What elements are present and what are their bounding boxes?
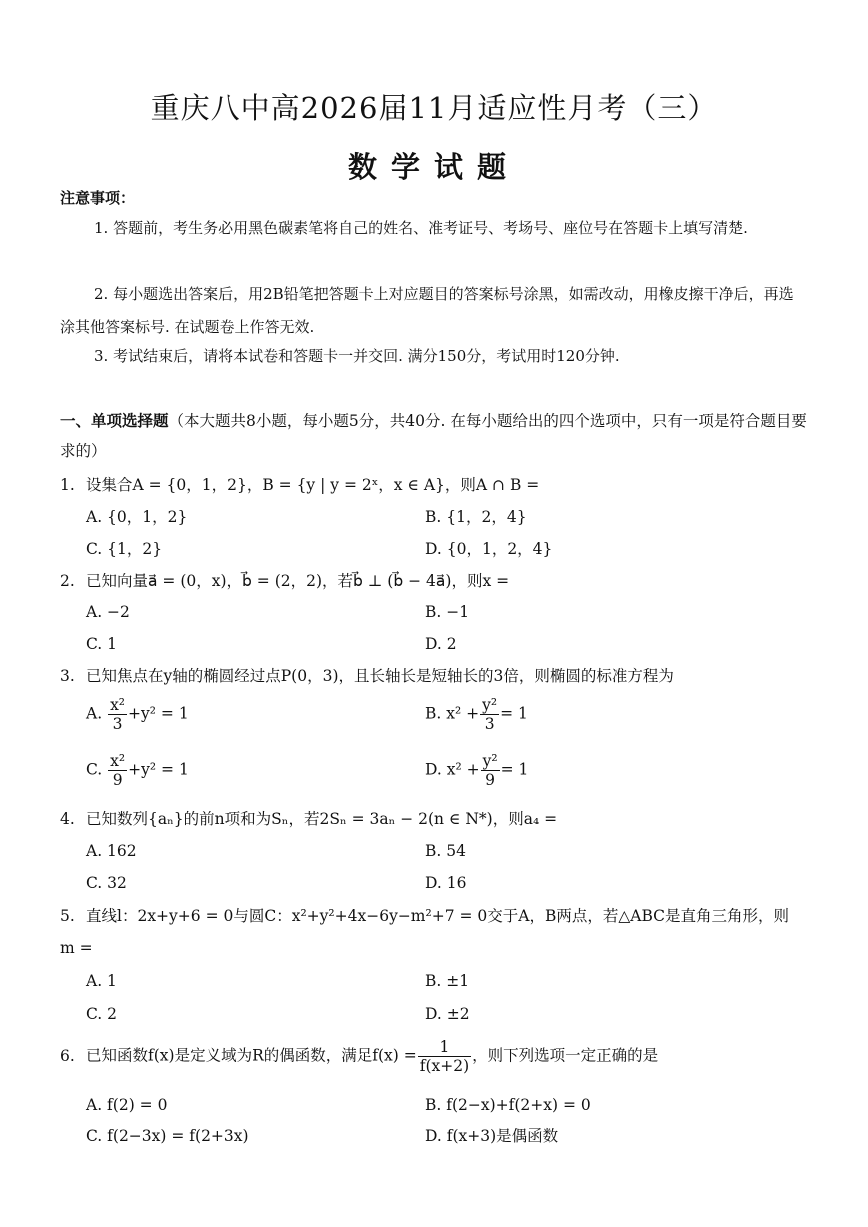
section-1-description: （本大题共8小题，每小题5分，共40分. 在每小题给出的四个选项中，只有一项是符合题目要求的）	[60, 412, 807, 460]
fraction: $\frac{\text{y²}}{3}$	[482, 696, 498, 733]
question-1-option-b: B. {1，2，4}	[425, 508, 527, 526]
notice-item-2: 2. 每小题选出答案后，用2B铅笔把答题卡上对应题目的答案标号涂黑，如需改动，用橡皮擦干净后，再选涂其他答案标号. 在试题卷上作答无效.	[60, 285, 794, 336]
question-2-option-c: C. 1	[86, 635, 118, 653]
question-6-option-b: B. f(2−x)+f(2+x) = 0	[425, 1096, 591, 1114]
question-5-option-d: D. ±2	[425, 1005, 470, 1023]
question-2: 2. 已知向量a⃗ = (0，x)，b⃗ = (2，2)，若b⃗ ⊥ (b⃗ − 4a⃗)，则x =	[60, 572, 510, 590]
question-5-option-c: C. 2	[86, 1005, 118, 1023]
question-1-option-a: A. {0，1，2}	[86, 508, 188, 526]
question-6-option-c: C. f(2−3x) = f(2+3x)	[86, 1127, 249, 1145]
question-1-option-d: D. {0，1，2，4}	[425, 540, 553, 558]
question-4-stem: 已知数列{aₙ}的前n项和为Sₙ，若2Sₙ = 3aₙ − 2(n ∈ N*)，则a₄ =	[86, 810, 558, 828]
question-6-option-a: A. f(2) = 0	[86, 1096, 168, 1114]
notice-item-1: 1. 答题前，考生务必用黑色碳素笔将自己的姓名、准考证号、考场号、座位号在答题卡上填写清楚.	[94, 219, 748, 237]
question-3-option-d: D. x² + $\frac{\text{y²}}{9}$ = 1	[425, 752, 529, 789]
question-4-option-c: C. 32	[86, 874, 127, 892]
exam-subtitle: 数学试题	[347, 150, 520, 184]
question-3-option-c: C. $\frac{\text{x²}}{9}$ +y² = 1	[86, 752, 189, 789]
question-4: 4. 已知数列{aₙ}的前n项和为Sₙ，若2Sₙ = 3aₙ − 2(n ∈ N*)，则a₄ =	[60, 810, 558, 828]
question-1-stem: 设集合A = {0，1，2}，B = {y | y = 2ˣ，x ∈ A}，则A ∩ B =	[86, 476, 540, 494]
fraction: $\frac{\text{x²}}{3}$	[110, 696, 126, 733]
question-6-option-d: D. f(x+3)是偶函数	[425, 1127, 559, 1145]
exam-title: 重庆八中高2026届11月适应性月考（三）	[150, 91, 718, 125]
question-3: 3. 已知焦点在y轴的椭圆经过点P(0，3)，且长轴长是短轴长的3倍，则椭圆的标准方程为	[60, 667, 674, 685]
question-5-stem-continued: m =	[60, 939, 93, 957]
question-4-option-a: A. 162	[86, 842, 137, 860]
question-1-option-c: C. {1，2}	[86, 540, 163, 558]
question-2-option-a: A. −2	[86, 603, 130, 621]
fraction: $\frac{1}{f(x+2)}$	[419, 1038, 470, 1075]
fraction: $\frac{\text{y²}}{9}$	[482, 752, 498, 789]
question-3-option-a: A. $\frac{\text{x²}}{3}$ +y² = 1	[86, 696, 189, 733]
question-5-option-a: A. 1	[86, 972, 117, 990]
fraction: $\frac{\text{x²}}{9}$	[110, 752, 126, 789]
notice-heading: 注意事项：	[60, 189, 136, 207]
question-3-stem: 已知焦点在y轴的椭圆经过点P(0，3)，且长轴长是短轴长的3倍，则椭圆的标准方程为	[86, 667, 674, 685]
question-2-stem: 已知向量a⃗ = (0，x)，b⃗ = (2，2)，若b⃗ ⊥ (b⃗ − 4a⃗)，则x =	[86, 572, 510, 590]
question-3-option-b: B. x² + $\frac{\text{y²}}{3}$ = 1	[425, 696, 528, 733]
section-1-title: 一、单项选择题	[60, 411, 169, 430]
question-6-stem: 已知函数f(x)是定义域为R的偶函数，满足f(x) =	[86, 1046, 417, 1065]
question-2-option-b: B. −1	[425, 603, 470, 621]
question-5-option-b: B. ±1	[425, 972, 470, 990]
notice-item-3: 3. 考试结束后，请将本试卷和答题卡一并交回. 满分150分，考试用时120分钟.	[94, 347, 620, 365]
question-5-stem: 直线l：2x+y+6 = 0与圆C：x²+y²+4x−6y−m²+7 = 0交于A，B两点，若△ABC是直角三角形，则	[86, 907, 790, 925]
question-5: 5. 直线l：2x+y+6 = 0与圆C：x²+y²+4x−6y−m²+7 = 0交于A，B两点，若△ABC是直角三角形，则	[60, 907, 790, 925]
question-4-option-d: D. 16	[425, 874, 467, 892]
question-2-option-d: D. 2	[425, 635, 457, 653]
question-6: 6. 已知函数f(x)是定义域为R的偶函数，满足f(x) = $\frac{1}{f(x+2)}$ ，则下列选项一定正确的是	[60, 1038, 659, 1075]
question-4-option-b: B. 54	[425, 842, 466, 860]
section-1-header	[60, 406, 812, 466]
question-1: 1. 设集合A = {0，1，2}，B = {y | y = 2ˣ，x ∈ A}，则A ∩ B =	[60, 476, 540, 494]
